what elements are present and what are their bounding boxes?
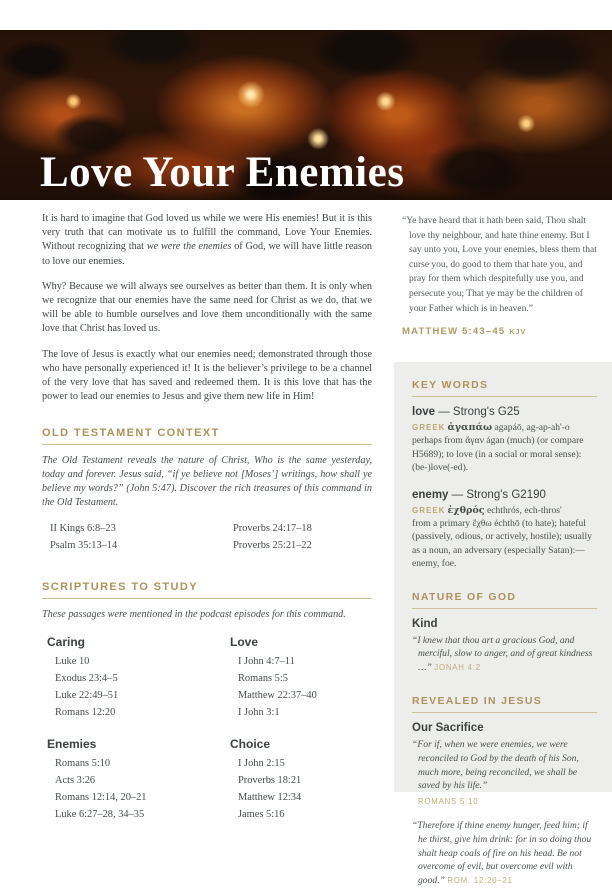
key-word-term: love bbox=[412, 406, 436, 418]
key-verse-version: KJV bbox=[509, 327, 527, 337]
key-word-definition bbox=[412, 504, 597, 571]
greek-word: ἀγαπάω bbox=[447, 422, 493, 433]
transliteration: echthrós, ech-thros' bbox=[484, 504, 562, 516]
key-word-entry-love bbox=[412, 406, 597, 475]
quote-text: “For if, when we were enemies, we were reconciled to God by the death of his Son, much more, being reconciled, we shall be saved by his life.” bbox=[412, 739, 579, 792]
scripture-reference: I John 3:1 bbox=[238, 707, 280, 719]
revealed-quote-2 bbox=[412, 819, 597, 888]
scripture-group-label: Love bbox=[230, 635, 259, 650]
scripture-reference: I John 4:7–11 bbox=[238, 656, 295, 668]
key-verse-citation bbox=[402, 326, 598, 337]
scripture-group-love bbox=[225, 635, 372, 721]
scriptures-to-study-section bbox=[42, 581, 372, 824]
scripture-reference: Acts 3:26 bbox=[55, 775, 96, 787]
scripture-reference: Romans 5:5 bbox=[238, 673, 288, 685]
intro-paragraph-2: Why? Because we will always see ourselves as better than them. It is only when we recognize that our enemies have the same need for Christ as we do, that we will be able to humble ourselves and love them unconditionally with the same love that Christ has loved us. bbox=[42, 280, 372, 335]
key-verse-column bbox=[402, 214, 598, 337]
scripture-reference: II Kings 6:8–23 bbox=[50, 522, 116, 534]
quote-text: “I knew that thou art a gracious God, and merciful, slow to anger, and of great kindness …” bbox=[412, 634, 593, 674]
key-words-heading: KEY WORDS bbox=[412, 379, 597, 397]
definition-text: perhaps from ἄγαν ágan (much) (or compare H5689); to love (in a social or moral sense): (be-)love(-ed). bbox=[412, 435, 584, 474]
quote-citation: ROM. 12:20–21 bbox=[447, 876, 513, 886]
scripture-groups bbox=[42, 635, 372, 823]
key-word-term-line bbox=[412, 406, 597, 418]
scripture-reference: Romans 12:20 bbox=[55, 707, 116, 719]
hero-coals-image bbox=[0, 30, 612, 200]
scripture-reference: Luke 22:49–51 bbox=[55, 690, 119, 702]
scripture-group-label: Caring bbox=[47, 635, 86, 650]
scripture-reference: Matthew 12:34 bbox=[238, 792, 302, 804]
greek-word: ἐχθρός bbox=[447, 504, 485, 516]
quote-citation: JONAH 4:2 bbox=[434, 663, 481, 673]
scripture-reference: Romans 12:14, 20–21 bbox=[55, 792, 147, 804]
revealed-in-jesus-heading: REVEALED IN JESUS bbox=[412, 695, 597, 713]
key-verse-quote: “Ye have heard that it hath been said, Thou shalt love thy neighbour, and hate thine enemy. But I say unto you, Love your enemies, bless them that curse you, do good to them that hate you, and pray for them which despitefully use you, and persecute you; That ye may be the children of your Father which is in heaven.” bbox=[402, 216, 597, 314]
scripture-reference: Matthew 22:37–40 bbox=[238, 690, 317, 702]
scripture-reference: Proverbs 25:21–22 bbox=[233, 539, 312, 551]
scripture-reference: Proverbs 18:21 bbox=[238, 775, 302, 787]
key-word-entry-enemy bbox=[412, 489, 597, 571]
scripture-group-list bbox=[42, 755, 225, 823]
scriptures-to-study-intro: These passages were mentioned in the podcast episodes for this command. bbox=[42, 608, 346, 620]
key-word-strongs: — Strong's G2190 bbox=[448, 488, 546, 501]
revealed-quote-1 bbox=[412, 738, 597, 809]
scripture-reference: Proverbs 24:17–18 bbox=[233, 522, 312, 534]
page-title: Love Your Enemies bbox=[40, 149, 405, 196]
old-testament-reference-column-1 bbox=[42, 520, 225, 554]
key-word-term-line bbox=[412, 489, 597, 501]
scripture-group-label: Choice bbox=[230, 737, 271, 752]
scripture-group-list bbox=[42, 653, 225, 721]
scripture-reference: Luke 6:27–28, 34–35 bbox=[55, 809, 145, 821]
scriptures-to-study-heading: SCRIPTURES TO STUDY bbox=[42, 581, 372, 599]
intro-paragraph-1-after: of God, we will have little reason to love our enemies. bbox=[42, 241, 373, 267]
scripture-reference: Romans 5:10 bbox=[55, 758, 111, 770]
scripture-reference: James 5:16 bbox=[238, 809, 285, 821]
old-testament-reference-column-2 bbox=[225, 520, 312, 554]
scripture-group-enemies bbox=[42, 737, 225, 823]
intro-paragraph-1-before: It is hard to imagine that God loved us while we were His enemies! But it is this very truth that can motivate us to fulfill the command, Love Your Enemies. Without recognizing that bbox=[42, 213, 372, 253]
intro-paragraph-3: The love of Jesus is exactly what our enemies need; demonstrated through those who have personally experienced it! It is the believer’s privilege to be a channel of the very love that has saved and redeemed them. It is this love that has the power to lead our enemies to Jesus and give them new life in Him! bbox=[42, 348, 372, 403]
main-column bbox=[42, 212, 372, 823]
key-verse-reference: MATTHEW 5:43–45 bbox=[402, 326, 510, 338]
revealed-in-jesus-subheading: Our Sacrifice bbox=[412, 722, 484, 735]
nature-of-god-quote bbox=[412, 634, 597, 675]
transliteration: agapáō, ag-ap-ah'-o bbox=[492, 422, 570, 433]
nature-of-god-attribute: Kind bbox=[412, 617, 438, 630]
sidebar-panel bbox=[394, 362, 612, 887]
old-testament-context-section bbox=[42, 427, 372, 553]
scripture-reference: Exodus 23:4–5 bbox=[55, 673, 118, 685]
scripture-group-caring bbox=[42, 635, 225, 721]
quote-citation: ROMANS 5:10 bbox=[418, 797, 479, 807]
scripture-reference: I John 2:15 bbox=[238, 758, 285, 770]
scripture-group-list bbox=[225, 653, 372, 721]
key-word-definition bbox=[412, 421, 597, 475]
key-word-term: enemy bbox=[412, 488, 449, 501]
scripture-reference: Psalm 35:13–14 bbox=[50, 539, 118, 551]
nature-of-god-heading: NATURE OF GOD bbox=[412, 591, 597, 609]
greek-language-label: GREEK bbox=[412, 423, 446, 432]
scripture-group-label: Enemies bbox=[47, 737, 97, 752]
scripture-group-choice bbox=[225, 737, 372, 823]
definition-text: from a primary ἔχθω échthō (to hate); hateful (passively, odious, or actively, hostile); usually as a noun, an adversary (especially Satan):—enemy, foe. bbox=[412, 518, 592, 570]
greek-language-label: GREEK bbox=[412, 505, 446, 515]
old-testament-context-heading: OLD TESTAMENT CONTEXT bbox=[42, 427, 372, 445]
quote-text: “Therefore if thine enemy hunger, feed him; if he thirst, give him drink: for in so doing thou shalt heap coals of fire on his head. Be not overcome of evil, but overcome evil with good.” bbox=[412, 820, 592, 887]
key-word-strongs: — Strong's G25 bbox=[435, 406, 520, 418]
intro-paragraph-1 bbox=[42, 212, 372, 269]
old-testament-context-intro: The Old Testament reveals the nature of Christ, Who is the same yesterday, today and forever. Jesus said, “if ye believe not [Moses’] writings, how shall ye believe my words?” (John 5:47). Discover the rich treasures of this command in the Old Testament. bbox=[42, 455, 372, 508]
old-testament-reference-columns bbox=[42, 520, 372, 554]
scripture-group-list bbox=[225, 755, 372, 823]
intro-paragraph-1-italic: we were the enemies bbox=[146, 241, 232, 253]
scripture-reference: Luke 10 bbox=[55, 656, 90, 668]
